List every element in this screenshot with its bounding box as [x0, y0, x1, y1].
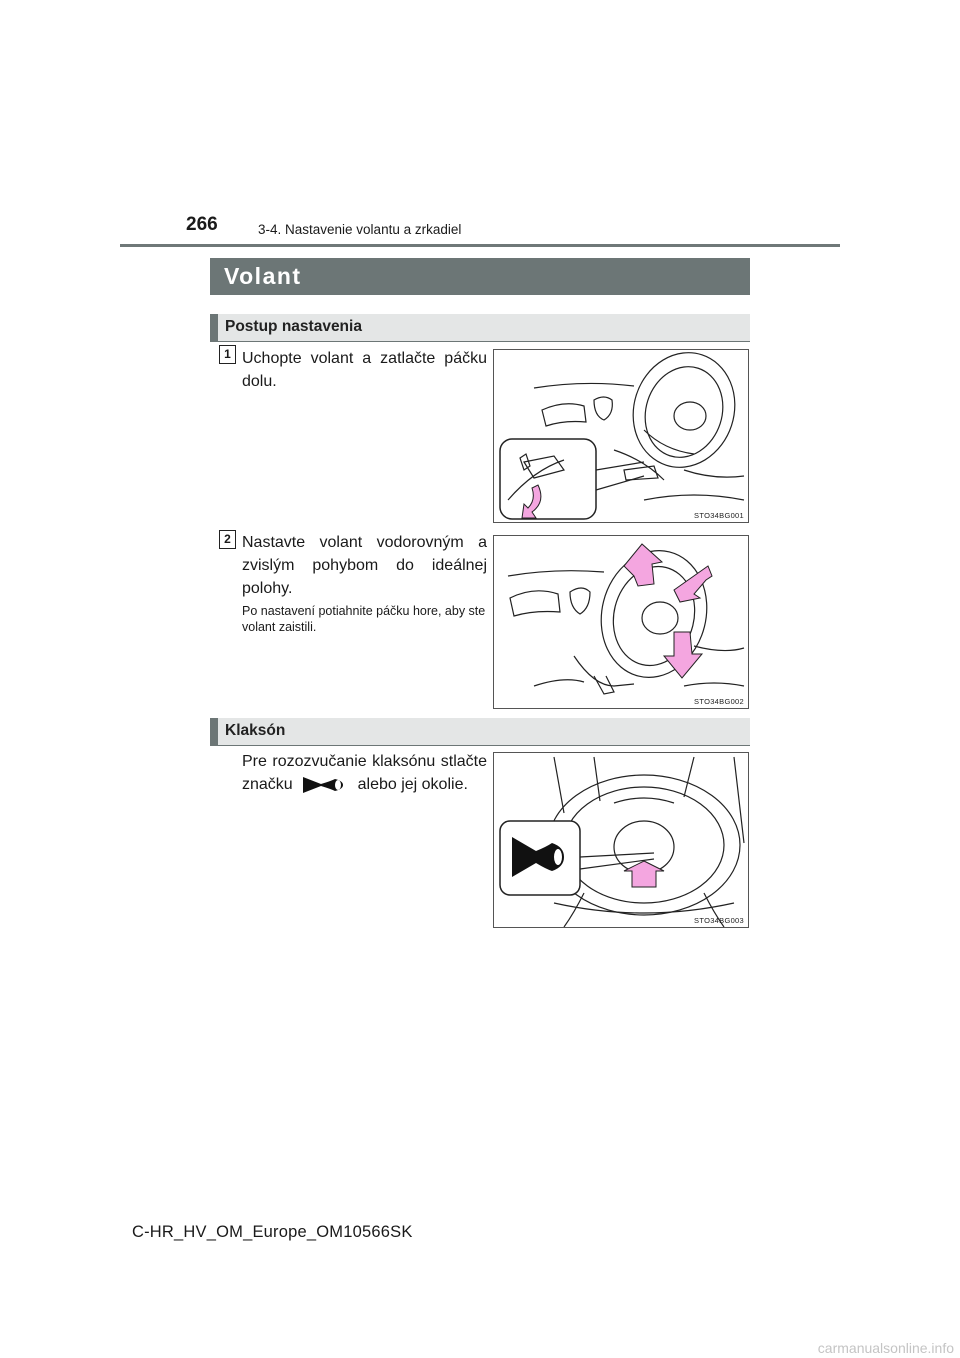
steering-adjust-illustration: [494, 536, 749, 709]
subsection-heading-horn: Klaksón: [210, 718, 750, 745]
document-code: C-HR_HV_OM_Europe_OM10566SK: [132, 1223, 413, 1241]
figure-id: STO34BG001: [694, 511, 744, 520]
horn-illustration: [494, 753, 749, 928]
subsection-heading-adjust: Postup nastavenia: [210, 314, 750, 341]
horn-text-before: Pre rozozvučanie klaksónu stlačte značku: [242, 753, 487, 793]
step-2-text: Nastavte volant vodorovným a zvislým pohybom do ideálnej polohy.: [242, 534, 487, 597]
figure-id: STO34BG003: [694, 916, 744, 925]
horn-icon: [297, 775, 353, 795]
figure-steering-lever: [493, 349, 749, 523]
horn-text: [242, 750, 487, 796]
figure-horn: [493, 752, 749, 928]
section-title: Volant: [210, 258, 750, 295]
horn-text-after: alebo jej okolie.: [357, 776, 468, 793]
figure-id: STO34BG002: [694, 697, 744, 706]
step-number-1: 1: [219, 345, 236, 364]
steering-lever-illustration: [494, 350, 749, 523]
header-divider: [120, 244, 840, 247]
step-1-text: Uchopte volant a zatlačte páčku dolu.: [242, 350, 487, 390]
step-number-2: 2: [219, 530, 236, 549]
watermark: carmanualsonline.info: [817, 1340, 954, 1356]
step-2-note: Po nastavení potiahnite páčku hore, aby ste volant zaistili.: [242, 604, 486, 634]
page-number: 266: [186, 214, 218, 235]
figure-steering-tilt-telescopic: [493, 535, 749, 709]
section-header: 3-4. Nastavenie volantu a zrkadiel: [258, 222, 462, 237]
